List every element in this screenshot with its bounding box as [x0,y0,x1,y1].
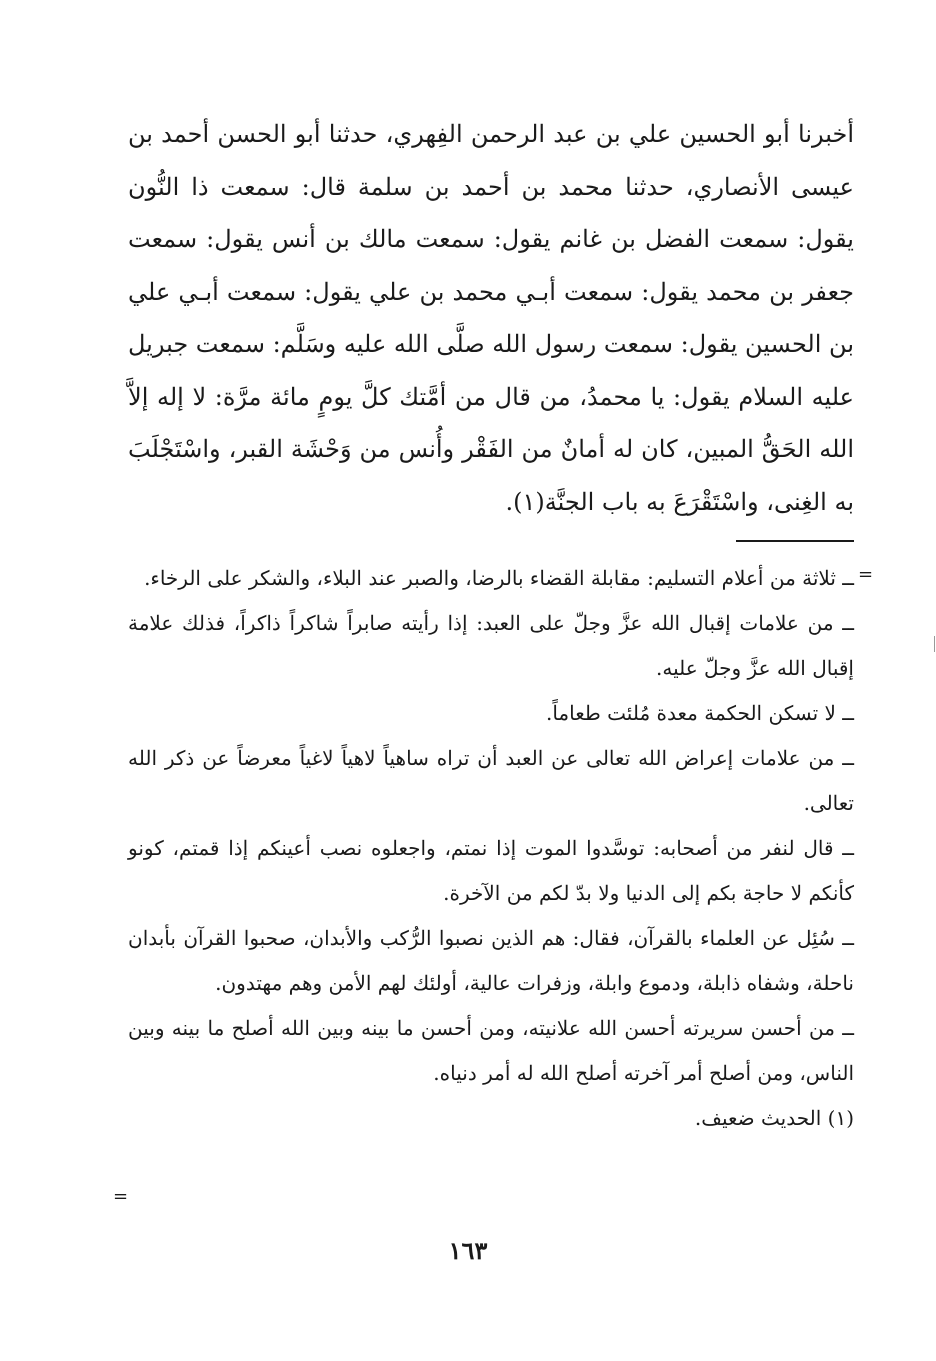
footnote-item: ــ من علامات إعراض الله تعالى عن العبد أن تراه ساهياً لاهياً لاغياً معرضاً عن ذكر الله تعالى. [128,746,854,815]
footnote-item: ــ سُئِل عن العلماء بالقرآن، فقال: هم الذين نصبوا الرُّكب والأبدان، صحبوا القرآن بأبدان ناحلة، وشفاه ذابلة، ودموع وابلة، وزفرات عالية، أولئك لهم الأمن وهم مهتدون. [128,926,854,995]
footnote-reference: (١) الحديث ضعيف. [694,1106,854,1130]
main-text-block [128,108,854,528]
page-number: ١٦٣ [448,1236,488,1265]
footnote-item: ــ ثلاثة من أعلام التسليم: مقابلة القضاء بالرضا، والصبر عند البلاء، والشكر على الرخاء. [144,566,854,590]
footnote-item: ــ من أحسن سريرته أحسن الله علانيته، ومن أحسن ما بينه وبين الله أصلح ما بينه وبين الناس، ومن أصلح أمر آخرته أصلح الله له أمر دنياه. [128,1016,854,1085]
footnotes-block [128,556,854,1141]
footnote-item: ــ قال لنفر من أصحابه: توسَّدوا الموت إذا نمتم، واجعلوه نصب أعينكم إذا قمتم، كونو كأنكم لا حاجة بكم إلى الدنيا ولا بدّ لكم من الآخرة. [128,836,854,905]
footnote-continuation-mark-top: = [858,564,874,585]
margin-mark [934,636,935,652]
footnote-separator [736,540,854,542]
footnote-item: ــ لا تسكن الحكمة معدة مُلئت طعاماً. [545,701,854,725]
footnote-continuation-mark-bottom: = [113,1186,129,1207]
main-paragraph: أخبرنا أبو الحسين علي بن عبد الرحمن الفِهري، حدثنا أبو الحسن أحمد بن عيسى الأنصاري، حدثنا محمد بن أحمد بن سلمة قال: سمعت ذا النُّون يقول: سمعت الفضل بن غانم يقول: سمعت مالك بن أنس يقول: سمعت جعفر بن محمد يقول: سمعت أبـي محمد بن علي يقول: سمعت أبـي علي بن الحسين يقول: سمعت رسول الله صلَّى الله عليه وسَلَّم: سمعت جبريل عليه السلام يقول: يا محمدُ، من قال من أمَّتك كلَّ يومٍ مائة مرَّة: لا إله إلاَّ الله الحَقُّ المبين، كان له أمانٌ من الفَقْر وأُنس من وَحْشَة القبر، واسْتَجْلَبَ به الغِنى، واسْتَقْرَعَ به باب الجنَّة(١). [128,120,855,516]
footnote-item: ــ من علامات إقبال الله عزَّ وجلّ على العبد: إذا رأيته صابراً شاكراً ذاكراً، فذلك علامة إقبال الله عزَّ وجلّ عليه. [128,611,854,680]
